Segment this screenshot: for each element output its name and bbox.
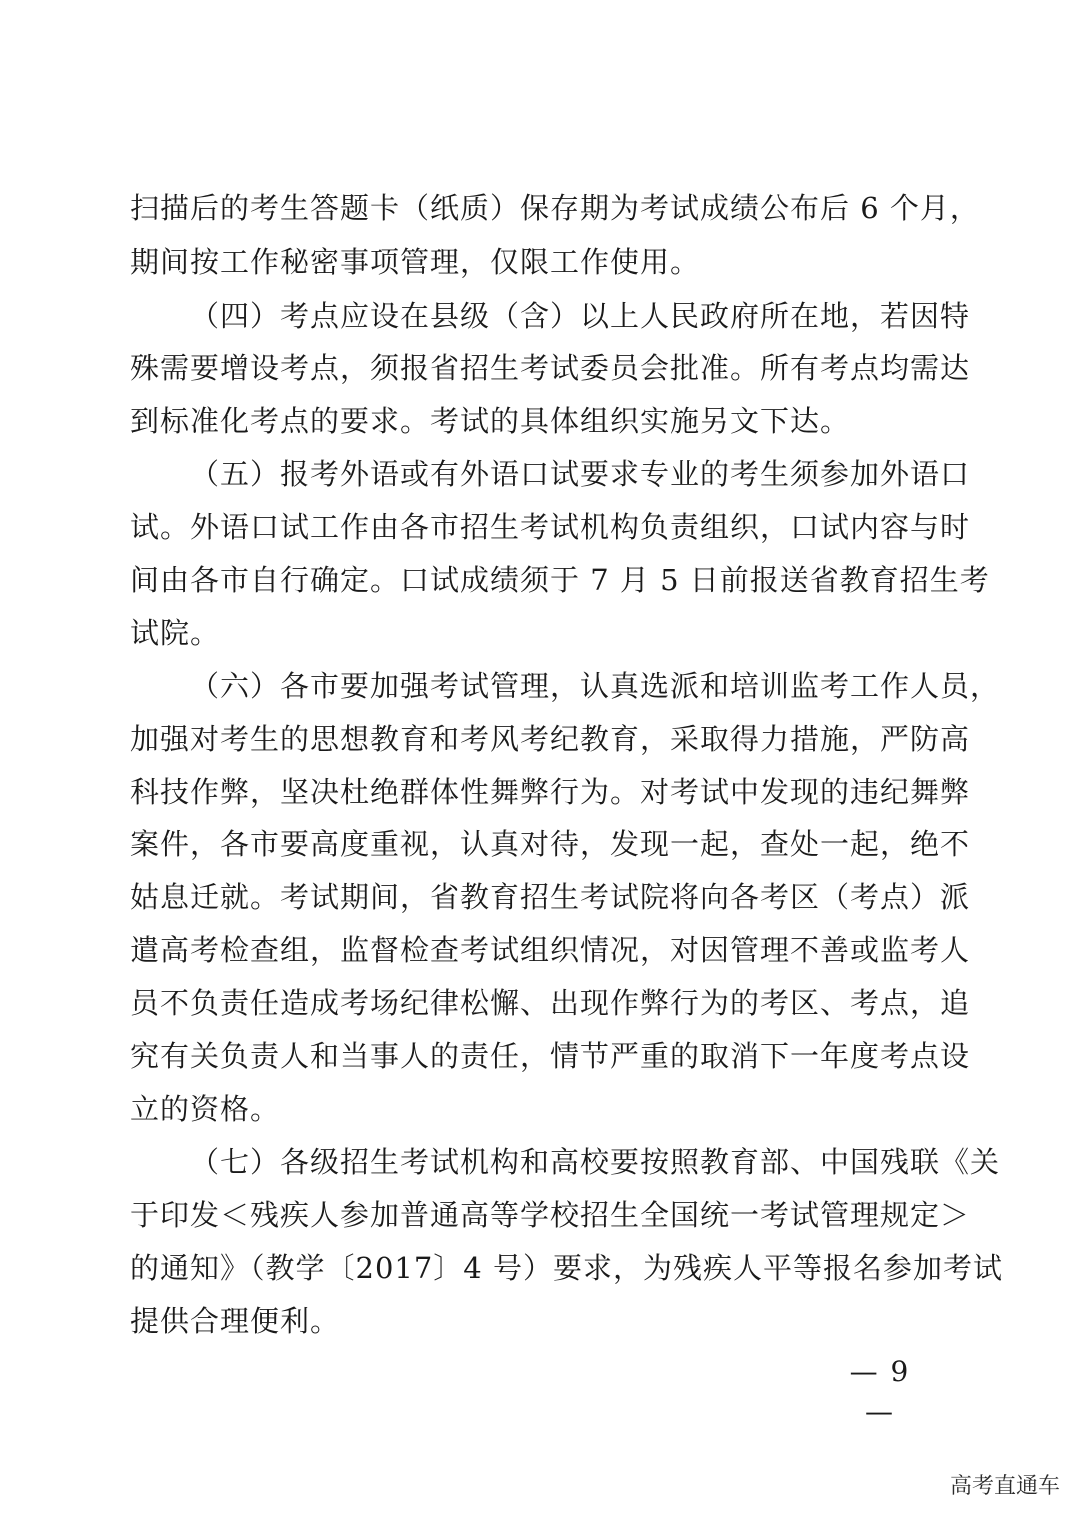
text-line: 案件，各市要高度重视，认真对待，发现一起，查处一起，绝不 bbox=[130, 827, 971, 861]
text-line: （六）各市要加强考试管理，认真选派和培训监考工作人员， bbox=[190, 669, 1001, 703]
text-line: 期间按工作秘密事项管理，仅限工作使用。 bbox=[130, 245, 701, 279]
text-line: 的通知》（教学〔2017〕4 号）要求，为残疾人平等报名参加考试 bbox=[130, 1251, 1003, 1285]
text-line: （五）报考外语或有外语口试要求专业的考生须参加外语口 bbox=[190, 457, 971, 491]
text-line: 间由各市自行确定。口试成绩须于 7 月 5 日前报送省教育招生考 bbox=[130, 563, 990, 597]
text-line: 扫描后的考生答题卡（纸质）保存期为考试成绩公布后 6 个月， bbox=[130, 191, 980, 225]
text-line: 姑息迁就。考试期间，省教育招生考试院将向各考区（考点）派 bbox=[130, 880, 971, 914]
text-line: 提供合理便利。 bbox=[130, 1304, 341, 1338]
text-line: （四）考点应设在县级（含）以上人民政府所在地，若因特 bbox=[190, 299, 971, 333]
text-line: 员不负责任造成考场纪律松懈、出现作弊行为的考区、考点，追 bbox=[130, 986, 971, 1020]
text-line: 殊需要增设考点，须报省招生考试委员会批准。所有考点均需达 bbox=[130, 351, 971, 385]
text-line: 遣高考检查组，监督检查考试组织情况，对因管理不善或监考人 bbox=[130, 933, 971, 967]
text-line: （七）各级招生考试机构和高校要按照教育部、中国残联《关 bbox=[190, 1145, 1001, 1179]
text-line: 加强对考生的思想教育和考风考纪教育，采取得力措施，严防高 bbox=[130, 722, 971, 756]
text-line: 试。外语口试工作由各市招生考试机构负责组织，口试内容与时 bbox=[130, 510, 971, 544]
text-line: 试院。 bbox=[130, 616, 221, 650]
page-number: — 9 — bbox=[849, 1355, 911, 1428]
watermark-text: 高考直通车 bbox=[949, 1474, 1060, 1499]
text-line: 立的资格。 bbox=[130, 1092, 281, 1126]
text-line: 科技作弊，坚决杜绝群体性舞弊行为。对考试中发现的违纪舞弊 bbox=[130, 775, 971, 809]
text-line: 于印发＜残疾人参加普通高等学校招生全国统一考试管理规定＞ bbox=[130, 1198, 971, 1232]
text-line: 究有关负责人和当事人的责任，情节严重的取消下一年度考点设 bbox=[130, 1039, 971, 1073]
text-line: 到标准化考点的要求。考试的具体组织实施另文下达。 bbox=[130, 404, 851, 438]
